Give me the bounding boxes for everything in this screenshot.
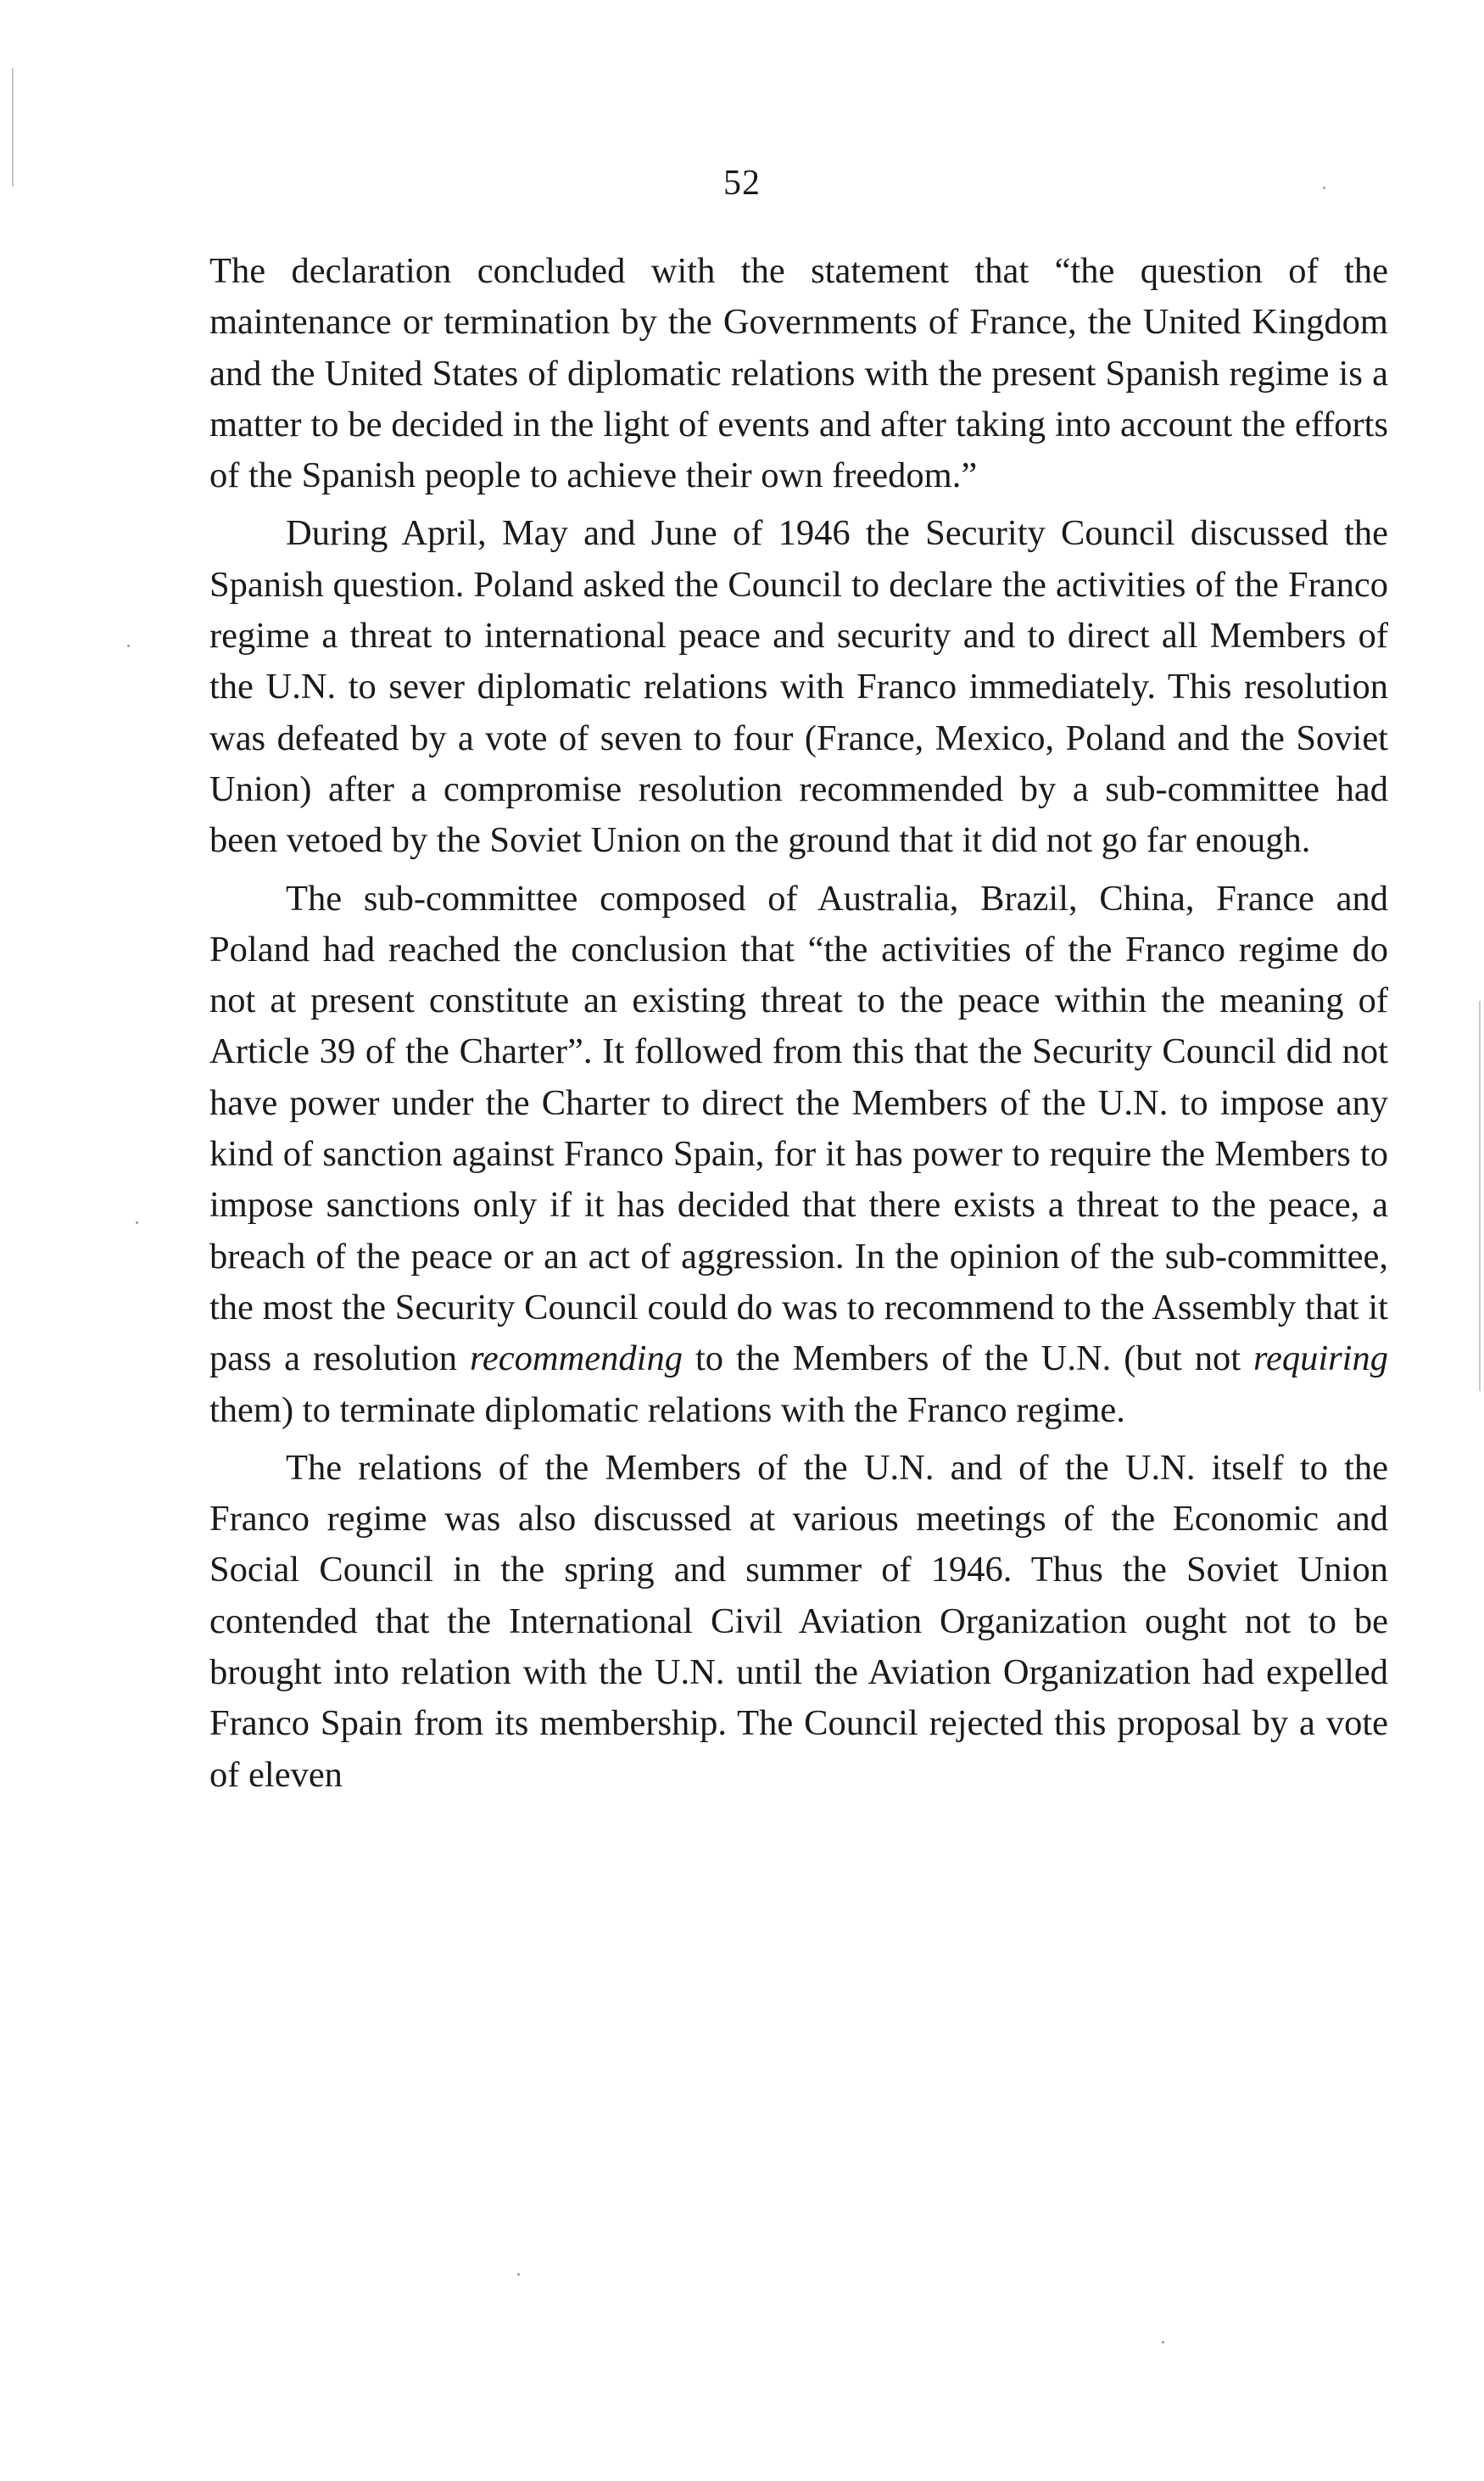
page-number: 52 [723, 164, 761, 203]
paragraph-text: to the Members of the U.N. (but not [682, 1338, 1253, 1379]
italic-text: recommending [469, 1338, 683, 1379]
scan-speck [517, 2273, 520, 2276]
paragraph-text: The sub-committee composed of Australia, Brazil, China, France and Poland had reached the conclusion that “the activities of the Franco regime do not at present constitute an existing threat to the peace within the meaning of Article 39 of the Charter”. It followed from this that the Security Council did not have power under the Charter to direct the Members of the U.N. to impose any kind of sanction against Franco Spain, for it has power to require the Members to impose sanctions only if it has decided that there exists a threat to the peace, a breach of the peace or an act of aggression. In the opinion of the sub-committee, the most the Security Council could do was to recommend to the Assembly that it pass a resolution [209, 878, 1388, 1379]
scan-speck [1323, 187, 1325, 189]
scan-margin-line [1479, 1001, 1481, 1391]
paragraph [209, 508, 1388, 866]
scan-speck [1162, 2341, 1164, 2344]
paragraph-text: During April, May and June of 1946 the Security Council discussed the Spanish question. Poland asked the Council to declare the activities of the Franco regime a threat to international peace and security and to direct all Members of the U.N. to sever diplomatic relations with Franco immediately. This resolution was defeated by a vote of seven to four (France, Mexico, Poland and the Soviet Union) after a compromise resolution recommended by a sub-committee had been vetoed by the Soviet Union on the ground that it did not go far enough. [209, 513, 1388, 861]
italic-text: requiring [1253, 1338, 1388, 1379]
paragraph [209, 246, 1388, 501]
paragraph [209, 1443, 1388, 1801]
scan-speck [136, 1221, 138, 1224]
body-text [209, 246, 1388, 1808]
scan-margin-line [12, 68, 14, 187]
paragraph-text: them) to terminate diplomatic relations with the Franco regime. [209, 1389, 1125, 1430]
paragraph [209, 874, 1388, 1436]
paragraph-text: The declaration concluded with the statement that “the question of the maintenance or termination by the Governments of France, the United Kingdom and the United States of diplomatic relations with the present Spanish regime is a matter to be decided in the light of events and after taking into account the efforts of the Spanish people to achieve their own freedom.” [209, 251, 1388, 496]
scan-speck [127, 645, 130, 647]
paragraph-text: The relations of the Members of the U.N. and of the U.N. itself to the Franco regime was also discussed at various meetings of the Economic and Social Council in the spring and summer of 1946. Thus the Soviet Union contended that the International Civil Aviation Organization ought not to be brought into relation with the U.N. until the Aviation Organization had expelled Franco Spain from its membership. The Council rejected this proposal by a vote of eleven [209, 1447, 1388, 1795]
